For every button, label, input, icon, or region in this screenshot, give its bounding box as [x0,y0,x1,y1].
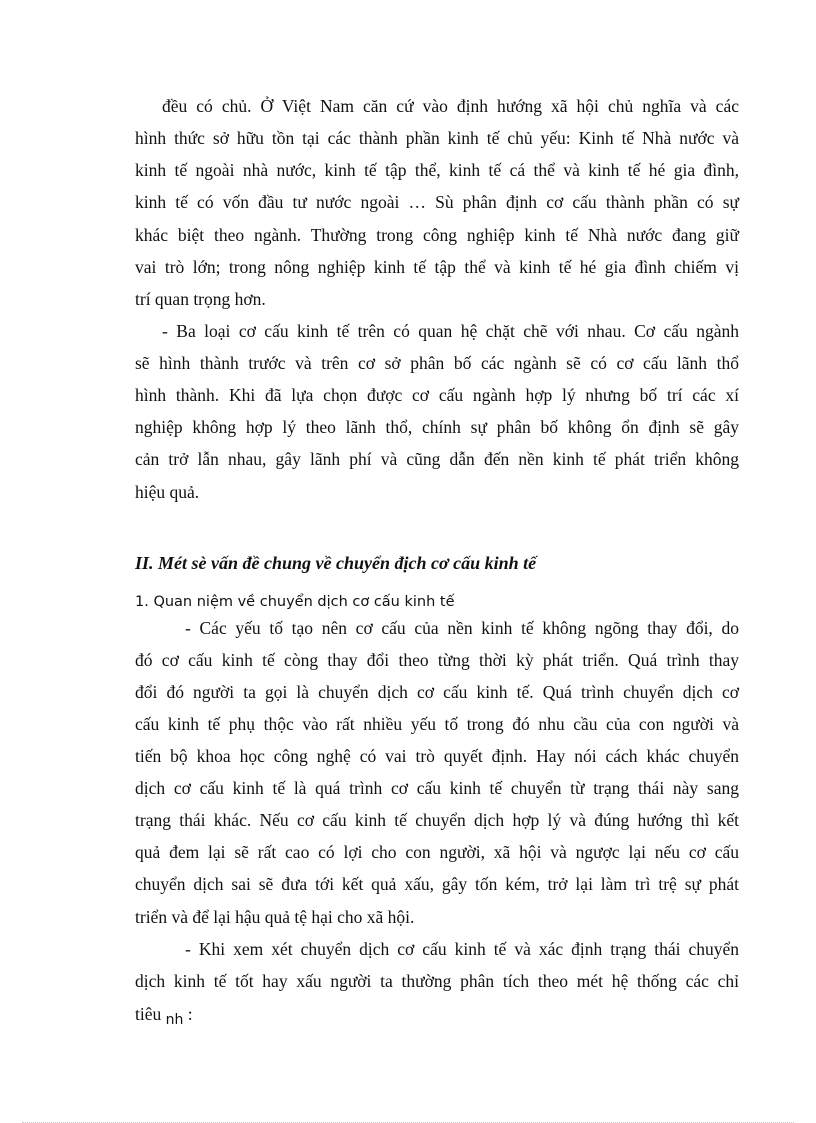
subsection-heading: 1. Quan niệm về chuyển dịch cơ cấu kinh tế [135,594,455,610]
paragraph1-line-6: vai trò lớn; trong nông nghiệp kinh tế tập thể và kinh tế hé gia đình chiếm vị [135,257,739,277]
paragraph1-line-5: khác biệt theo ngành. Thường trong công nghiệp kinh tế Nhà nước đang giữ [135,225,739,245]
paragraph3-line-1: - Các yếu tố tạo nên cơ cấu của nền kinh tế không ngõng thay đổi, do [185,618,739,638]
paragraph1-line-2: hình thức sở hữu tồn tại các thành phần kinh tế chủ yếu: Kinh tế Nhà nước và [135,128,739,148]
paragraph3-line-6: dịch cơ cấu kinh tế là quá trình cơ cấu kinh tế chuyển từ trạng thái này sang [135,778,739,798]
paragraph4-last-word: tiêu [135,1004,162,1024]
paragraph2-line-1: - Ba loại cơ cấu kinh tế trên có quan hệ chặt chẽ với nhau. Cơ cấu ngành [162,321,739,341]
paragraph1-line-1: đều có chủ. Ở Việt Nam căn cứ vào định hướng xã hội chủ nghĩa và các [162,96,739,116]
paragraph1-line-4: kinh tế có vốn đầu tư nước ngoài … Sù phân định cơ cấu thành phần có sự [135,192,739,212]
paragraph3-line-9: chuyển dịch sai sẽ đưa tới kết quả xấu, gây tốn kém, trở lại làm trì trệ sự phát [135,874,739,894]
paragraph4-line-2: dịch kinh tế tốt hay xấu người ta thường phân tích theo mét hệ thống các chỉ [135,971,739,991]
paragraph1-line-3: kinh tế ngoài nhà nước, kinh tế tập thể, kinh tế cá thể và kinh tế hé gia đình, [135,160,739,180]
paragraph2-line-6: hiệu quả. [135,482,200,502]
paragraph4-line-1: - Khi xem xét chuyển dịch cơ cấu kinh tế và xác định trạng thái chuyển [185,939,739,959]
paragraph3-line-7: trạng thái khác. Nếu cơ cấu kinh tế chuyển dịch hợp lý và đúng hướng thì kết [135,810,739,830]
paragraph3-line-4: cấu kinh tế phụ thộc vào rất nhiều yếu tố trong đó nhu cầu của con người và [135,714,739,734]
paragraph4-line-3 [135,1003,193,1027]
paragraph2-line-4: nghiệp không hợp lý theo lãnh thổ, chính sự phân bố không ổn định sẽ gây [135,417,739,437]
paragraph3-line-8: quả đem lại sẽ rất cao có lợi cho con người, xã hội và ngược lại nếu cơ cấu [135,842,739,862]
paragraph3-line-5: tiến bộ khoa học công nghệ có vai trò quyết định. Hay nói cách khác chuyển [135,746,739,766]
paragraph2-line-2: sẽ hình thành trước và trên cơ sở phân bố các ngành sẽ có cơ cấu lãnh thổ [135,353,739,373]
paragraph4-colon: : [187,1004,193,1024]
paragraph4-small-text: nh [165,1012,184,1028]
paragraph3-line-3: đổi đó người ta gọi là chuyển dịch cơ cấu kinh tế. Quá trình chuyển dịch cơ [135,682,739,702]
paragraph2-line-3: hình thành. Khi đã lựa chọn được cơ cấu ngành hợp lý nhưng bố trí các xí [135,385,739,405]
paragraph2-line-5: cản trở lẫn nhau, gây lãnh phí và cũng dẫn đến nền kinh tế phát triển không [135,449,739,469]
section-heading: II. Mét sè vấn đề chung về chuyển địch cơ cấu kinh tế [135,553,537,573]
paragraph3-line-2: đó cơ cấu kinh tế còng thay đổi theo từng thời kỳ phát triển. Quá trình thay [135,650,739,670]
paragraph1-line-7: trí quan trọng hơn. [135,289,266,309]
paragraph3-line-10: triển và để lại hậu quả tệ hại cho xã hội. [135,907,415,927]
